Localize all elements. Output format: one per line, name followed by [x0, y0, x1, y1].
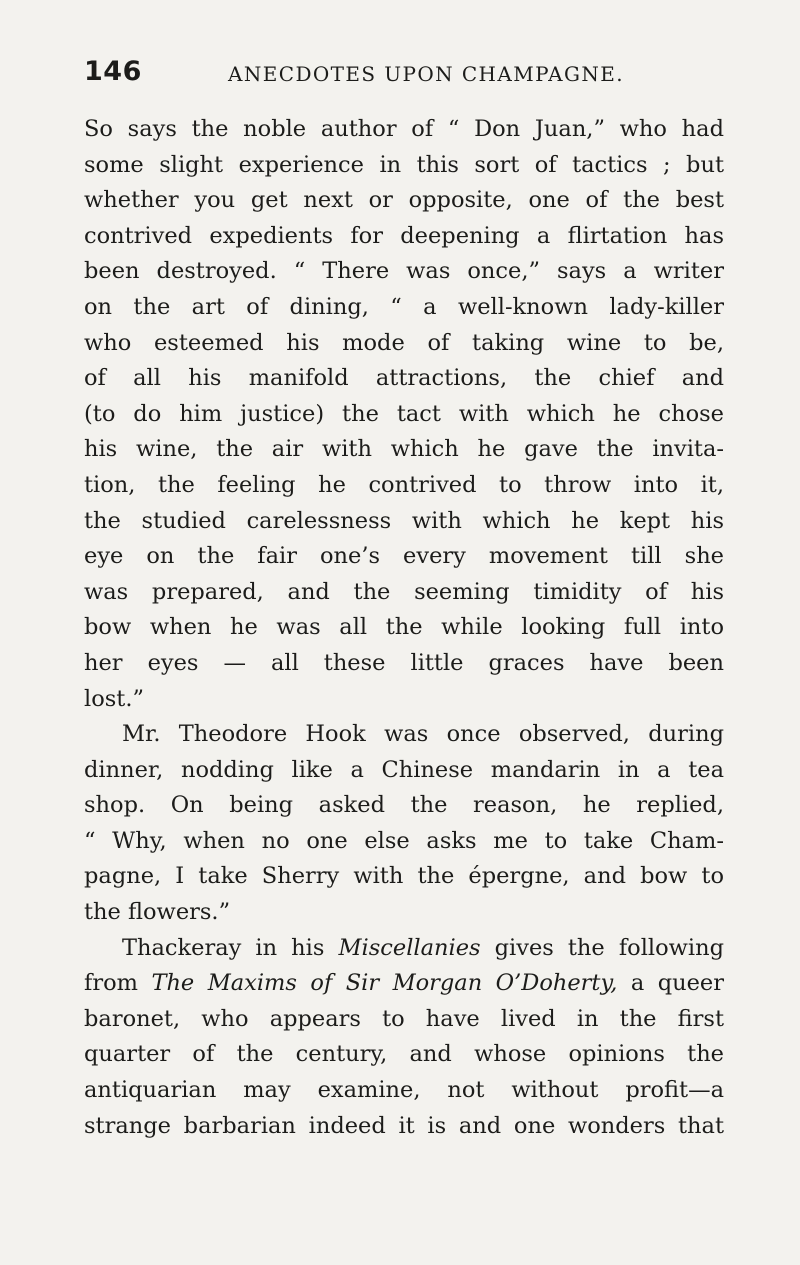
text-line: quarter of the century, and whose opinions the [84, 1041, 724, 1068]
text-line: who esteemed his mode of taking wine to be, [84, 329, 724, 356]
text-line: (to do him justice) the tact with which he chose [84, 400, 724, 427]
text-line: some slight experience in this sort of tactics ; but [84, 151, 724, 178]
italic-title: Miscellanies [338, 934, 481, 961]
text-line: Mr. Theodore Hook was once observed, during [122, 721, 724, 748]
text-line: baronet, who appears to have lived in the first [84, 1005, 724, 1032]
italic-title: The Maxims of Sir Morgan O’Doherty, [151, 970, 618, 997]
text-line: shop. On being asked the reason, he replied, [84, 792, 724, 819]
text-run: from [84, 970, 138, 997]
text-run: Thackeray in his [122, 934, 325, 961]
text-line: dinner, nodding like a Chinese mandarin in a tea [84, 756, 724, 783]
text-line: eye on the fair one’s every movement till she [84, 543, 724, 570]
text-run: gives the following [494, 934, 724, 961]
text-line: tion, the feeling he contrived to throw into it, [84, 471, 724, 498]
text-line [84, 931, 724, 967]
text-line: the flowers.” [84, 899, 231, 926]
text-line: been destroyed. “ There was once,” says a writer [84, 258, 724, 285]
text-line: on the art of dining, “ a well-known lady-killer [84, 293, 724, 320]
text-line: his wine, the air with which he gave the invita- [84, 436, 724, 463]
text-line: So says the noble author of “ Don Juan,” who had [84, 116, 724, 142]
text-line: contrived expedients for deepening a flirtation has [84, 222, 724, 249]
body-text [84, 112, 724, 1144]
text-line: strange barbarian indeed it is and one wonders that [84, 1112, 724, 1139]
text-line: “ Why, when no one else asks me to take Cham- [84, 827, 724, 854]
text-line: was prepared, and the seeming timidity of his [84, 578, 724, 605]
page-header [84, 52, 724, 92]
text-line [84, 966, 724, 1002]
text-line: whether you get next or opposite, one of the best [84, 187, 724, 214]
running-head: ANECDOTES UPON CHAMPAGNE. [228, 62, 625, 86]
text-line: pagne, I take Sherry with the épergne, and bow to [84, 863, 724, 890]
text-line: bow when he was all the while looking full into [84, 614, 724, 641]
text-line: of all his manifold attractions, the chief and [84, 365, 724, 392]
text-line: lost.” [84, 685, 144, 712]
page-number: 146 [84, 56, 142, 87]
text-run: a queer [630, 970, 724, 997]
text-line: her eyes — all these little graces have been [84, 649, 724, 676]
text-line: the studied carelessness with which he kept his [84, 507, 724, 534]
text-line: antiquarian may examine, not without profit—a [84, 1077, 724, 1104]
